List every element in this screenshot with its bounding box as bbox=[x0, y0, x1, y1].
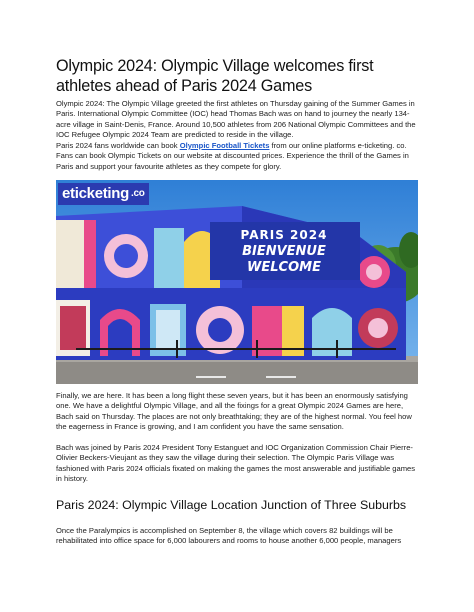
paralympics-paragraph: Once the Paralympics is accomplished on September 8, the village which covers 82 buildings will be rehabilitated into office space for 6,000 labourers and rooms to house another 6,000 people, managers bbox=[56, 526, 402, 546]
intro-paragraph: Olympic 2024: The Olympic Village greeted the first athletes on Thursday gaining of the Summer Games in Paris. International Olympic Committee (IOC) head Thomas Bach was on hand to journey the nearly 134-acre village in Saint-Denis, France. Around 10,500 athletes from 206 National Olympic Committees and the IOC Refugee Olympic 2024 Team are predicted to reside in the village. bbox=[56, 99, 416, 140]
section-subheading: Paris 2024: Olympic Village Location Junction of Three Suburbs bbox=[56, 498, 407, 512]
banner-bienvenue: BIENVENUE bbox=[242, 244, 326, 259]
brand-name: eticketing bbox=[62, 185, 130, 202]
officials-paragraph: Bach was joined by Paris 2024 President Tony Estanguet and IOC Organization Commission Chair Pierre-Olivier Beckers-Vieujant as they saw the village during their selection. The Olympic Paris Village was fashioned with Paris 2024 officials fixated on making the games the most answerable and justifiable games in history. bbox=[56, 443, 416, 484]
promo-text-before: Paris 2024 fans worldwide can book bbox=[56, 141, 180, 150]
banner-paris-2024: PARIS 2024 bbox=[240, 228, 328, 242]
banner-welcome: WELCOME bbox=[247, 260, 321, 275]
promo-text-after: from our online platforms e-ticketing. co. Fans can book Olympic Tickets on our website at discounted prices. Experience the thrill of the Games in Paris and support your favourite athletes as they compete for glory. bbox=[56, 141, 409, 171]
bach-quote-paragraph: Finally, we are here. It has been a long flight these seven years, but it has been an enormously satisfying one. We have a delightful Olympic Village, and all the fixings for a great Olympic 2024 Games are here, Bach said on Thursday. The places are not only breathtaking; they are of the highest normal. You feel how the eagerness in France is growing, and I am confident you have the same sensation. bbox=[56, 391, 412, 432]
eticketing-logo bbox=[58, 183, 149, 205]
promo-paragraph bbox=[56, 141, 420, 172]
olympic-football-tickets-link[interactable]: Olympic Football Tickets bbox=[179, 141, 270, 150]
olympic-village-photo bbox=[56, 180, 418, 384]
village-illustration bbox=[56, 180, 418, 384]
article-title: Olympic 2024: Olympic Village welcomes first athletes ahead of Paris 2024 Games bbox=[56, 57, 374, 95]
brand-suffix: .co bbox=[131, 188, 145, 199]
